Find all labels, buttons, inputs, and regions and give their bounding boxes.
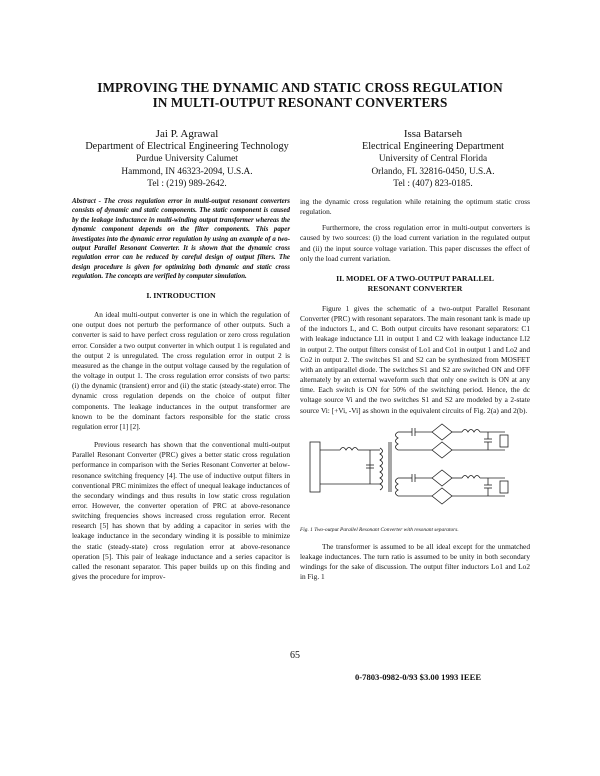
author-department: Department of Electrical Engineering Technology xyxy=(85,140,289,152)
output-filter-inductor-2 xyxy=(462,475,480,478)
page-number: 65 xyxy=(290,650,300,661)
section-2-heading xyxy=(300,274,530,295)
right-paragraph-1: ing the dynamic cross regulation while retaining the optimum static cross regulation. xyxy=(300,197,530,217)
load-1 xyxy=(500,435,508,447)
section-2-heading-line-2: RESONANT CONVERTER xyxy=(367,284,463,294)
rectifier-bridge-2 xyxy=(432,470,452,504)
figure-1 xyxy=(300,420,530,527)
title-line-2: IN MULTI-OUTPUT RESONANT CONVERTERS xyxy=(152,95,448,110)
author-telephone: Tel : (219) 989-2642. xyxy=(147,179,227,189)
right-paragraph-2: Furthermore, the cross regulation error in multi-output converters is caused by two sources: (i) the load current variation in the regulated output and (ii) the input source voltage variation. This paper discusses the effect of only the load current variation. xyxy=(300,223,530,263)
author-address: Hammond, IN 46323-2094, U.S.A. xyxy=(121,166,253,177)
intro-paragraph-2: Previous research has shown that the conventional multi-output Parallel Resonant Converter (PRC) gives a better static cross regulation performance in comparison with the Series Resonant Converter at below-resonance switching frequency [4]. The use of inductive output filters in conventional PRC minimizes the effect of unequal leakage inductances of the secondary windings and thus results in low static cross regulation error. However, the converter operation of PRC at above-resonance switching frequencies shows increased cross regulation error. Recent research [5] has shown that by adding a capacitor in series with the leakage inductance in the secondary winding it is possible to minimize the static (steady-state) cross regulation error at above-resonance operation [5]. This pair of leakage inductance and a series capacitor is called the resonant separator. This paper builds up on this finding and gives the procedure for improv- xyxy=(72,440,290,582)
resonant-inductor xyxy=(340,447,358,450)
author-address: Orlando, FL 32816-0450, U.S.A. xyxy=(371,166,495,177)
author-institution: University of Central Florida xyxy=(378,154,488,164)
figure-caption: Fig. 1 Two-output Parallel Resonant Converter with resonant separators. xyxy=(300,526,459,533)
intro-paragraph-1: An ideal multi-output converter is one in which the regulation of one output does not perturb the performance of other outputs. Such a converter is said to have perfect cross regulation or zero cross regulation error. Consider a two output converter in which output 1 is regulated and the output 2 is unregulated. The cross regulation error in output 2 is measured as the change in the output voltage caused by the regulation of the voltage in output 1. The cross regulation error consists of two parts: (i) the dynamic (transient) error and (ii) the static (steady-state) error. The dynamic cross regulation depends on the choice of output filter components. The leakage inductances in the output transformer are known to be the dominant factors responsible for the static cross regulation error [1] [2]. xyxy=(72,310,290,431)
right-column xyxy=(300,197,530,582)
section-1-heading: I. INTRODUCTION xyxy=(146,290,216,300)
source-switches xyxy=(310,442,320,492)
transformer-secondary-1 xyxy=(396,432,399,450)
author-department: Electrical Engineering Department xyxy=(362,140,504,152)
output-filter-inductor-1 xyxy=(462,429,480,432)
author-name: Issa Batarseh xyxy=(403,128,463,140)
author-block-2 xyxy=(318,128,548,191)
author-telephone: Tel : (407) 823-0185. xyxy=(393,179,473,189)
left-column xyxy=(72,197,290,582)
copyright-code: 0-7803-0982-0/93 $3.00 1993 IEEE xyxy=(355,672,482,682)
author-institution: Purdue University Calumet xyxy=(136,154,238,164)
author-block-1 xyxy=(72,128,302,191)
abstract: Abstract - The cross regulation error in multi-output resonant converters consists of dynamic and static components. The static component is caused by the leakage inductance in multi-winding output transformer whereas the dynamic component depends on the filter components. This paper investigates into the dynamic error regulation by using an example of a two-output Parallel Resonant Converter. It is shown that the dynamic cross regulation error can be reduced by careful design of output filters. The design procedure is given for optimizing both dynamic and static cross regulation. The concepts are verified by computer simulation. xyxy=(72,198,290,281)
model-paragraph-1: Figure 1 gives the schematic of a two-output Parallel Resonant Converter (PRC) with resonant separators. The main resonant tank is made up of the inductors L, and C. Both output circuits have resonant separators: C1 with leakage inductance Ll1 in output 1 and C2 with leakage inductance Ll2 in output 2. The output filters consist of Lo1 and Co1 in output 1 and Lo2 and Co2 in output 2. The switches S1 and S2 can be synthesized from MOSFET with an antiparallel diode. The switches S1 and S2 are switched ON and OFF alternately by an external waveform such that only one switch is ON at any time. Each switch is ON for 50% of the switching period. Hence, the dc voltage source Vi and the two switches S1 and S2 are modeled by a 2-state source Vi: [+Vi, -Vi] as shown in the equivalent circuits of Fig. 2(a) and 2(b). xyxy=(300,303,530,415)
model-paragraph-2: The transformer is assumed to be all ideal except for the unmatched leakage inductances. The turn ratio is assumed to be unity in both secondary windings for the sake of discussion. The output filter inductors Lo1 and Lo2 in Fig. 1 xyxy=(300,541,530,582)
section-2-heading-line-1: II. MODEL OF A TWO-OUTPUT PARALLEL xyxy=(336,273,494,283)
circuit-schematic xyxy=(300,420,530,527)
author-name: Jai P. Agrawal xyxy=(155,128,219,140)
transformer-secondary-2 xyxy=(396,478,399,496)
load-2 xyxy=(500,481,508,493)
paper-title xyxy=(60,80,540,110)
rectifier-bridge-1 xyxy=(432,424,452,458)
title-line-1: IMPROVING THE DYNAMIC AND STATIC CROSS REGULATION xyxy=(97,80,503,95)
transformer-primary xyxy=(380,448,383,490)
